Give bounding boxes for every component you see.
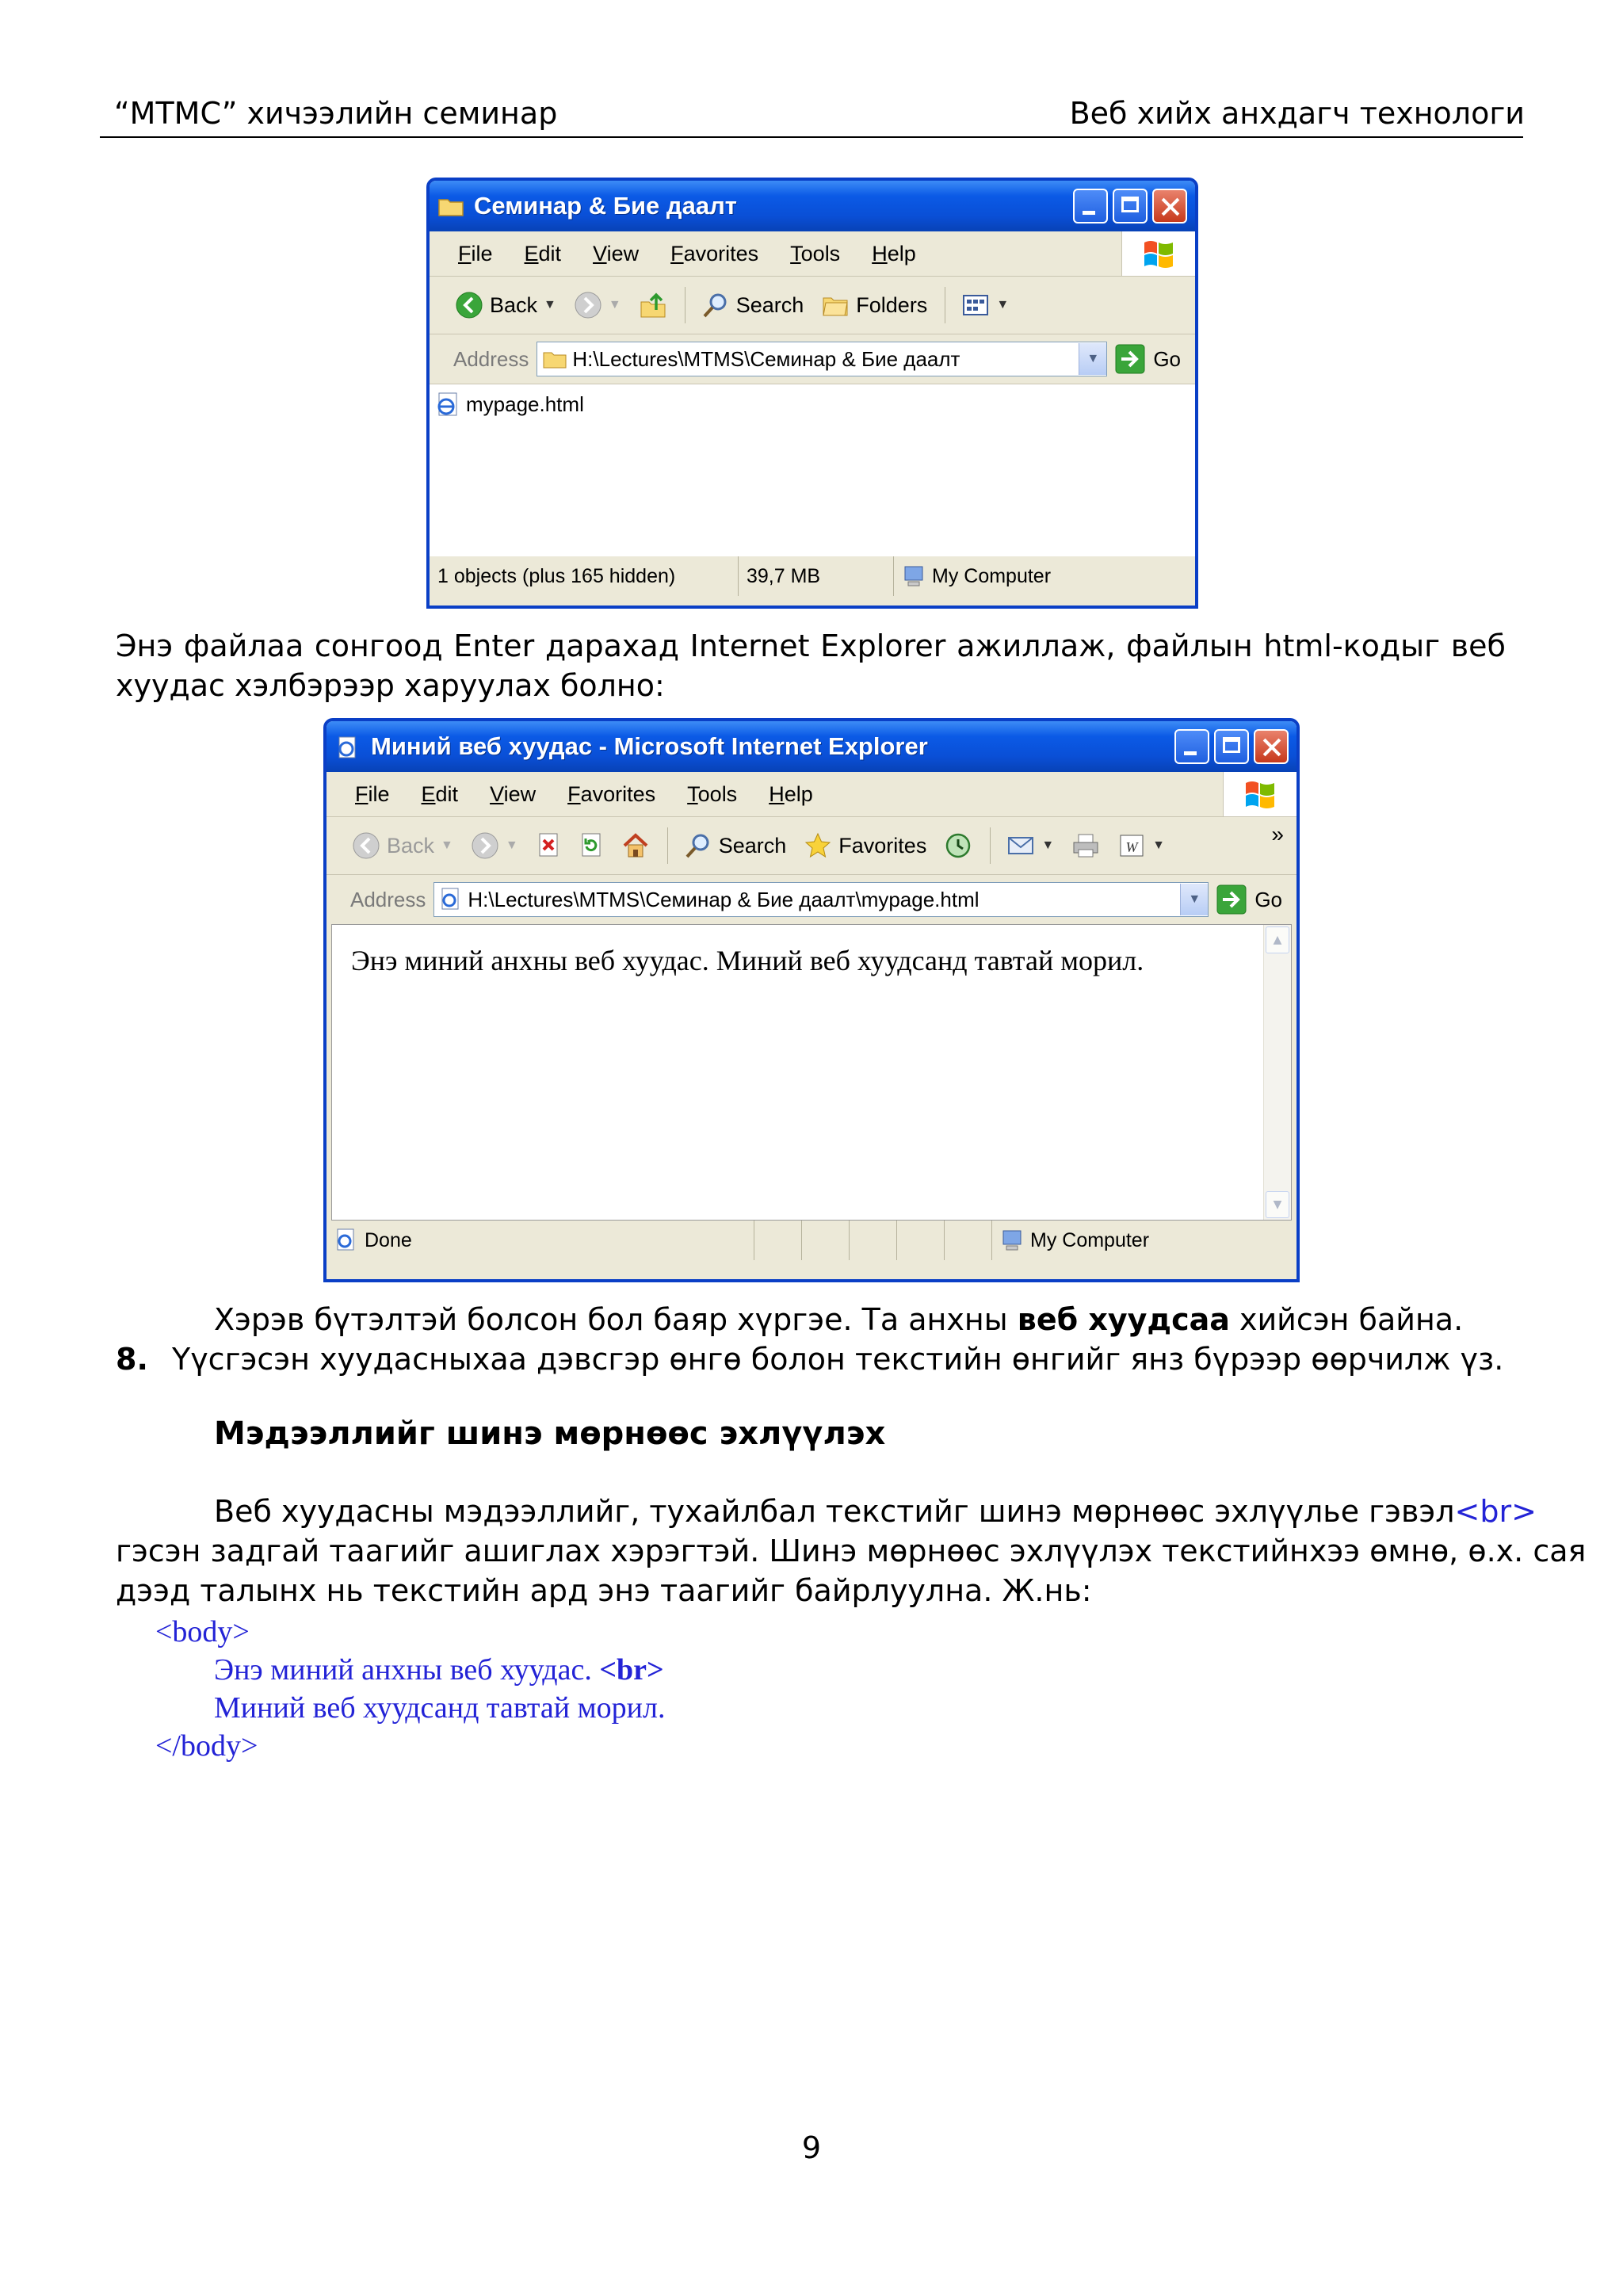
code-line-2: Миний веб хуудсанд тавтай морил. bbox=[214, 1691, 666, 1725]
status-location bbox=[992, 1221, 1157, 1260]
paragraph-2-end: хийсэн байна. bbox=[1229, 1302, 1464, 1337]
menu-file[interactable]: File bbox=[458, 241, 493, 266]
paragraph-2 bbox=[214, 1300, 1463, 1339]
address-input[interactable] bbox=[433, 882, 1209, 917]
status-done bbox=[327, 1221, 754, 1260]
address-bar bbox=[430, 334, 1195, 384]
menu-bar bbox=[327, 772, 1296, 817]
item-text: Үүсгэсэн хуудасныхаа дэвсгэр өнгө болон текстийн өнгийг янз бүрээр өөрчилж үз. bbox=[171, 1342, 1504, 1377]
menu-help[interactable]: Help bbox=[872, 241, 916, 266]
status-size: 39,7 MB bbox=[739, 556, 894, 596]
favorites-label: Favorites bbox=[838, 833, 927, 858]
chevron-down-icon[interactable]: ▼ bbox=[1180, 884, 1208, 915]
toolbar-overflow-chevron[interactable]: » bbox=[1271, 822, 1284, 846]
windows-logo-icon bbox=[1223, 772, 1296, 816]
ie-window bbox=[323, 718, 1300, 1282]
window-title: Семинар & Бие даалт bbox=[474, 192, 737, 220]
home-icon bbox=[621, 832, 650, 859]
windows-logo-icon bbox=[1121, 231, 1195, 276]
ie-page-icon bbox=[334, 735, 361, 758]
back-button[interactable] bbox=[455, 291, 556, 319]
menu-tools[interactable]: Tools bbox=[687, 781, 738, 806]
word-icon bbox=[1117, 832, 1146, 859]
home-button[interactable] bbox=[621, 832, 650, 859]
folders-label: Folders bbox=[856, 292, 928, 317]
file-list bbox=[430, 384, 1195, 556]
status-done-label: Done bbox=[365, 1228, 412, 1251]
back-button[interactable] bbox=[352, 831, 453, 860]
section-heading: Мэдээллийг шинэ мөрнөөс эхлүүлэх bbox=[214, 1415, 886, 1452]
address-label: Address bbox=[453, 346, 529, 371]
computer-icon bbox=[902, 564, 926, 588]
code-line-1 bbox=[214, 1655, 664, 1685]
chevron-down-icon[interactable]: ▼ bbox=[441, 839, 453, 852]
refresh-button[interactable] bbox=[579, 832, 604, 859]
code-text-1: Энэ миний анхны веб хуудас. bbox=[214, 1653, 600, 1687]
header-right: Веб хийх анхдагч технологи bbox=[1069, 96, 1525, 131]
code-br-tag: <br> bbox=[599, 1653, 664, 1687]
maximize-button[interactable] bbox=[1214, 729, 1249, 764]
window-title: Миний веб хуудас - Microsoft Internet Explorer bbox=[371, 732, 928, 760]
favorites-star-icon bbox=[804, 831, 832, 860]
scroll-down-button[interactable]: ▼ bbox=[1266, 1191, 1289, 1218]
header-left: “MTMC” хичээлийн семинар bbox=[114, 96, 558, 131]
address-value: H:\Lectures\MTMS\Семинар & Бие даалт\mypage.html bbox=[468, 887, 980, 911]
status-objects: 1 objects (plus 165 hidden) bbox=[430, 556, 739, 596]
vertical-scrollbar[interactable] bbox=[1263, 925, 1291, 1220]
ie-page-icon bbox=[334, 1228, 358, 1253]
html-file-icon bbox=[434, 391, 461, 418]
header-rule bbox=[100, 136, 1523, 138]
stop-button[interactable] bbox=[536, 832, 561, 859]
edit-word-button[interactable] bbox=[1117, 832, 1165, 859]
standard-toolbar bbox=[430, 277, 1195, 334]
views-icon bbox=[961, 292, 990, 318]
back-arrow-icon bbox=[455, 291, 483, 319]
forward-arrow-icon bbox=[574, 291, 602, 319]
mail-button[interactable] bbox=[1006, 834, 1054, 858]
back-arrow-icon bbox=[352, 831, 380, 860]
chevron-down-icon[interactable]: ▼ bbox=[1152, 839, 1166, 852]
code-body-close: </body> bbox=[155, 1729, 258, 1763]
forward-button[interactable] bbox=[574, 291, 621, 319]
refresh-icon bbox=[579, 832, 604, 859]
history-button[interactable] bbox=[944, 831, 972, 860]
go-arrow-icon bbox=[1216, 884, 1247, 915]
code-body-open: <body> bbox=[155, 1615, 250, 1648]
search-button[interactable] bbox=[701, 291, 804, 319]
menu-view[interactable]: View bbox=[490, 781, 537, 806]
status-pane bbox=[945, 1221, 992, 1260]
maximize-button[interactable] bbox=[1113, 189, 1148, 223]
go-label: Go bbox=[1153, 346, 1181, 371]
paragraph-2-bold: веб хуудсаа bbox=[1017, 1302, 1230, 1337]
chevron-down-icon[interactable]: ▼ bbox=[1079, 343, 1106, 375]
stop-icon bbox=[536, 832, 561, 859]
search-icon bbox=[684, 831, 712, 860]
status-bar bbox=[430, 556, 1195, 596]
go-button[interactable] bbox=[1216, 884, 1282, 915]
menu-view[interactable]: View bbox=[593, 241, 640, 266]
mail-icon bbox=[1006, 834, 1035, 858]
address-input[interactable] bbox=[537, 342, 1107, 376]
paragraph-1: Энэ файлаа сонгоод Enter дарахад Internet Explorer ажиллаж, файлын html-кодыг веб хуудас хэлбэрээр харуулах болно: bbox=[116, 628, 1506, 703]
paragraph-3-line-1 bbox=[214, 1492, 1537, 1531]
status-pane bbox=[802, 1221, 850, 1260]
chevron-down-icon[interactable]: ▼ bbox=[608, 298, 621, 311]
list-item-8 bbox=[116, 1339, 1503, 1379]
page-content-text: Энэ миний анхны веб хуудас. Миний веб хуудсанд тавтай морил. bbox=[351, 945, 1144, 976]
br-tag: <br> bbox=[1454, 1494, 1537, 1529]
status-location-label: My Computer bbox=[932, 564, 1052, 587]
minimize-button[interactable] bbox=[1073, 189, 1108, 223]
back-label: Back bbox=[490, 292, 538, 317]
menu-edit[interactable]: Edit bbox=[524, 241, 562, 266]
chevron-down-icon[interactable]: ▼ bbox=[505, 839, 518, 852]
toolbar-separator bbox=[990, 827, 991, 864]
paragraph-2-text: Хэрэв бүтэлтэй болсон бол баяр хүргэе. Та анхны bbox=[214, 1302, 1018, 1337]
status-pane bbox=[897, 1221, 945, 1260]
menu-tools[interactable]: Tools bbox=[790, 241, 841, 266]
menu-file[interactable]: File bbox=[355, 781, 390, 806]
window-controls bbox=[1174, 729, 1289, 764]
page-number: 9 bbox=[801, 2130, 822, 2165]
go-button[interactable] bbox=[1115, 344, 1181, 374]
status-pane bbox=[850, 1221, 897, 1260]
paragraph-3-line-2: гэсэн задгай таагийг ашиглах хэрэгтэй. Шинэ мөрнөөс эхлүүлэх текстийнхээ өмнө, ө.х. сая bbox=[116, 1534, 1587, 1568]
folder-icon bbox=[542, 348, 567, 370]
menu-favorites[interactable]: Favorites bbox=[670, 241, 759, 266]
go-label: Go bbox=[1254, 887, 1282, 911]
address-bar bbox=[327, 875, 1296, 924]
ie-titlebar[interactable] bbox=[327, 721, 1296, 772]
paragraph-3-line-3: дээд талынх нь текстийн ард энэ таагийг байрлуулна. Ж.нь: bbox=[116, 1573, 1092, 1608]
item-number: 8. bbox=[116, 1342, 148, 1377]
search-button[interactable] bbox=[684, 831, 787, 860]
history-icon bbox=[944, 831, 972, 860]
search-icon bbox=[701, 291, 730, 319]
file-name: mypage.html bbox=[466, 392, 584, 416]
views-button[interactable] bbox=[961, 292, 1009, 318]
go-arrow-icon bbox=[1115, 344, 1145, 374]
chevron-down-icon[interactable]: ▼ bbox=[1041, 839, 1055, 852]
close-button[interactable] bbox=[1152, 189, 1187, 223]
up-folder-button[interactable] bbox=[639, 291, 667, 319]
minimize-button[interactable] bbox=[1174, 729, 1209, 764]
print-icon bbox=[1071, 832, 1100, 859]
folders-button[interactable] bbox=[821, 291, 927, 319]
ie-page-icon bbox=[439, 887, 463, 912]
status-pane bbox=[754, 1221, 802, 1260]
paragraph-3-text: Веб хуудасны мэдээллийг, тухайлбал текстийг шинэ мөрнөөс эхлүүлье гэвэл bbox=[214, 1494, 1455, 1529]
explorer-window bbox=[426, 178, 1198, 609]
up-folder-icon bbox=[639, 291, 667, 319]
menu-edit[interactable]: Edit bbox=[421, 781, 459, 806]
scroll-up-button[interactable]: ▲ bbox=[1266, 926, 1289, 953]
favorites-button[interactable] bbox=[804, 831, 926, 860]
print-button[interactable] bbox=[1071, 832, 1100, 859]
standard-toolbar bbox=[327, 817, 1296, 875]
computer-icon bbox=[1000, 1228, 1024, 1252]
status-location bbox=[894, 556, 1059, 596]
chevron-down-icon[interactable]: ▼ bbox=[996, 298, 1010, 311]
status-location-label: My Computer bbox=[1030, 1228, 1150, 1251]
close-button[interactable] bbox=[1254, 729, 1289, 764]
search-label: Search bbox=[718, 833, 787, 858]
menu-favorites[interactable]: Favorites bbox=[567, 781, 656, 806]
folders-icon bbox=[821, 291, 850, 319]
forward-button[interactable] bbox=[471, 831, 518, 860]
folder-icon bbox=[437, 195, 464, 217]
menu-bar bbox=[430, 231, 1195, 277]
toolbar-separator bbox=[667, 827, 668, 864]
window-controls bbox=[1073, 189, 1187, 223]
address-value: H:\Lectures\MTMS\Семинар & Бие даалт bbox=[572, 346, 960, 371]
svg-text:W: W bbox=[1125, 839, 1138, 855]
chevron-down-icon[interactable]: ▼ bbox=[544, 298, 556, 311]
file-item-mypage[interactable] bbox=[434, 391, 584, 418]
page-view bbox=[331, 924, 1292, 1221]
address-label: Address bbox=[350, 887, 426, 911]
search-label: Search bbox=[735, 292, 804, 317]
explorer-titlebar[interactable] bbox=[430, 181, 1195, 231]
back-label: Back bbox=[387, 833, 435, 858]
status-bar bbox=[327, 1221, 1296, 1260]
forward-arrow-icon bbox=[471, 831, 499, 860]
menu-help[interactable]: Help bbox=[769, 781, 813, 806]
